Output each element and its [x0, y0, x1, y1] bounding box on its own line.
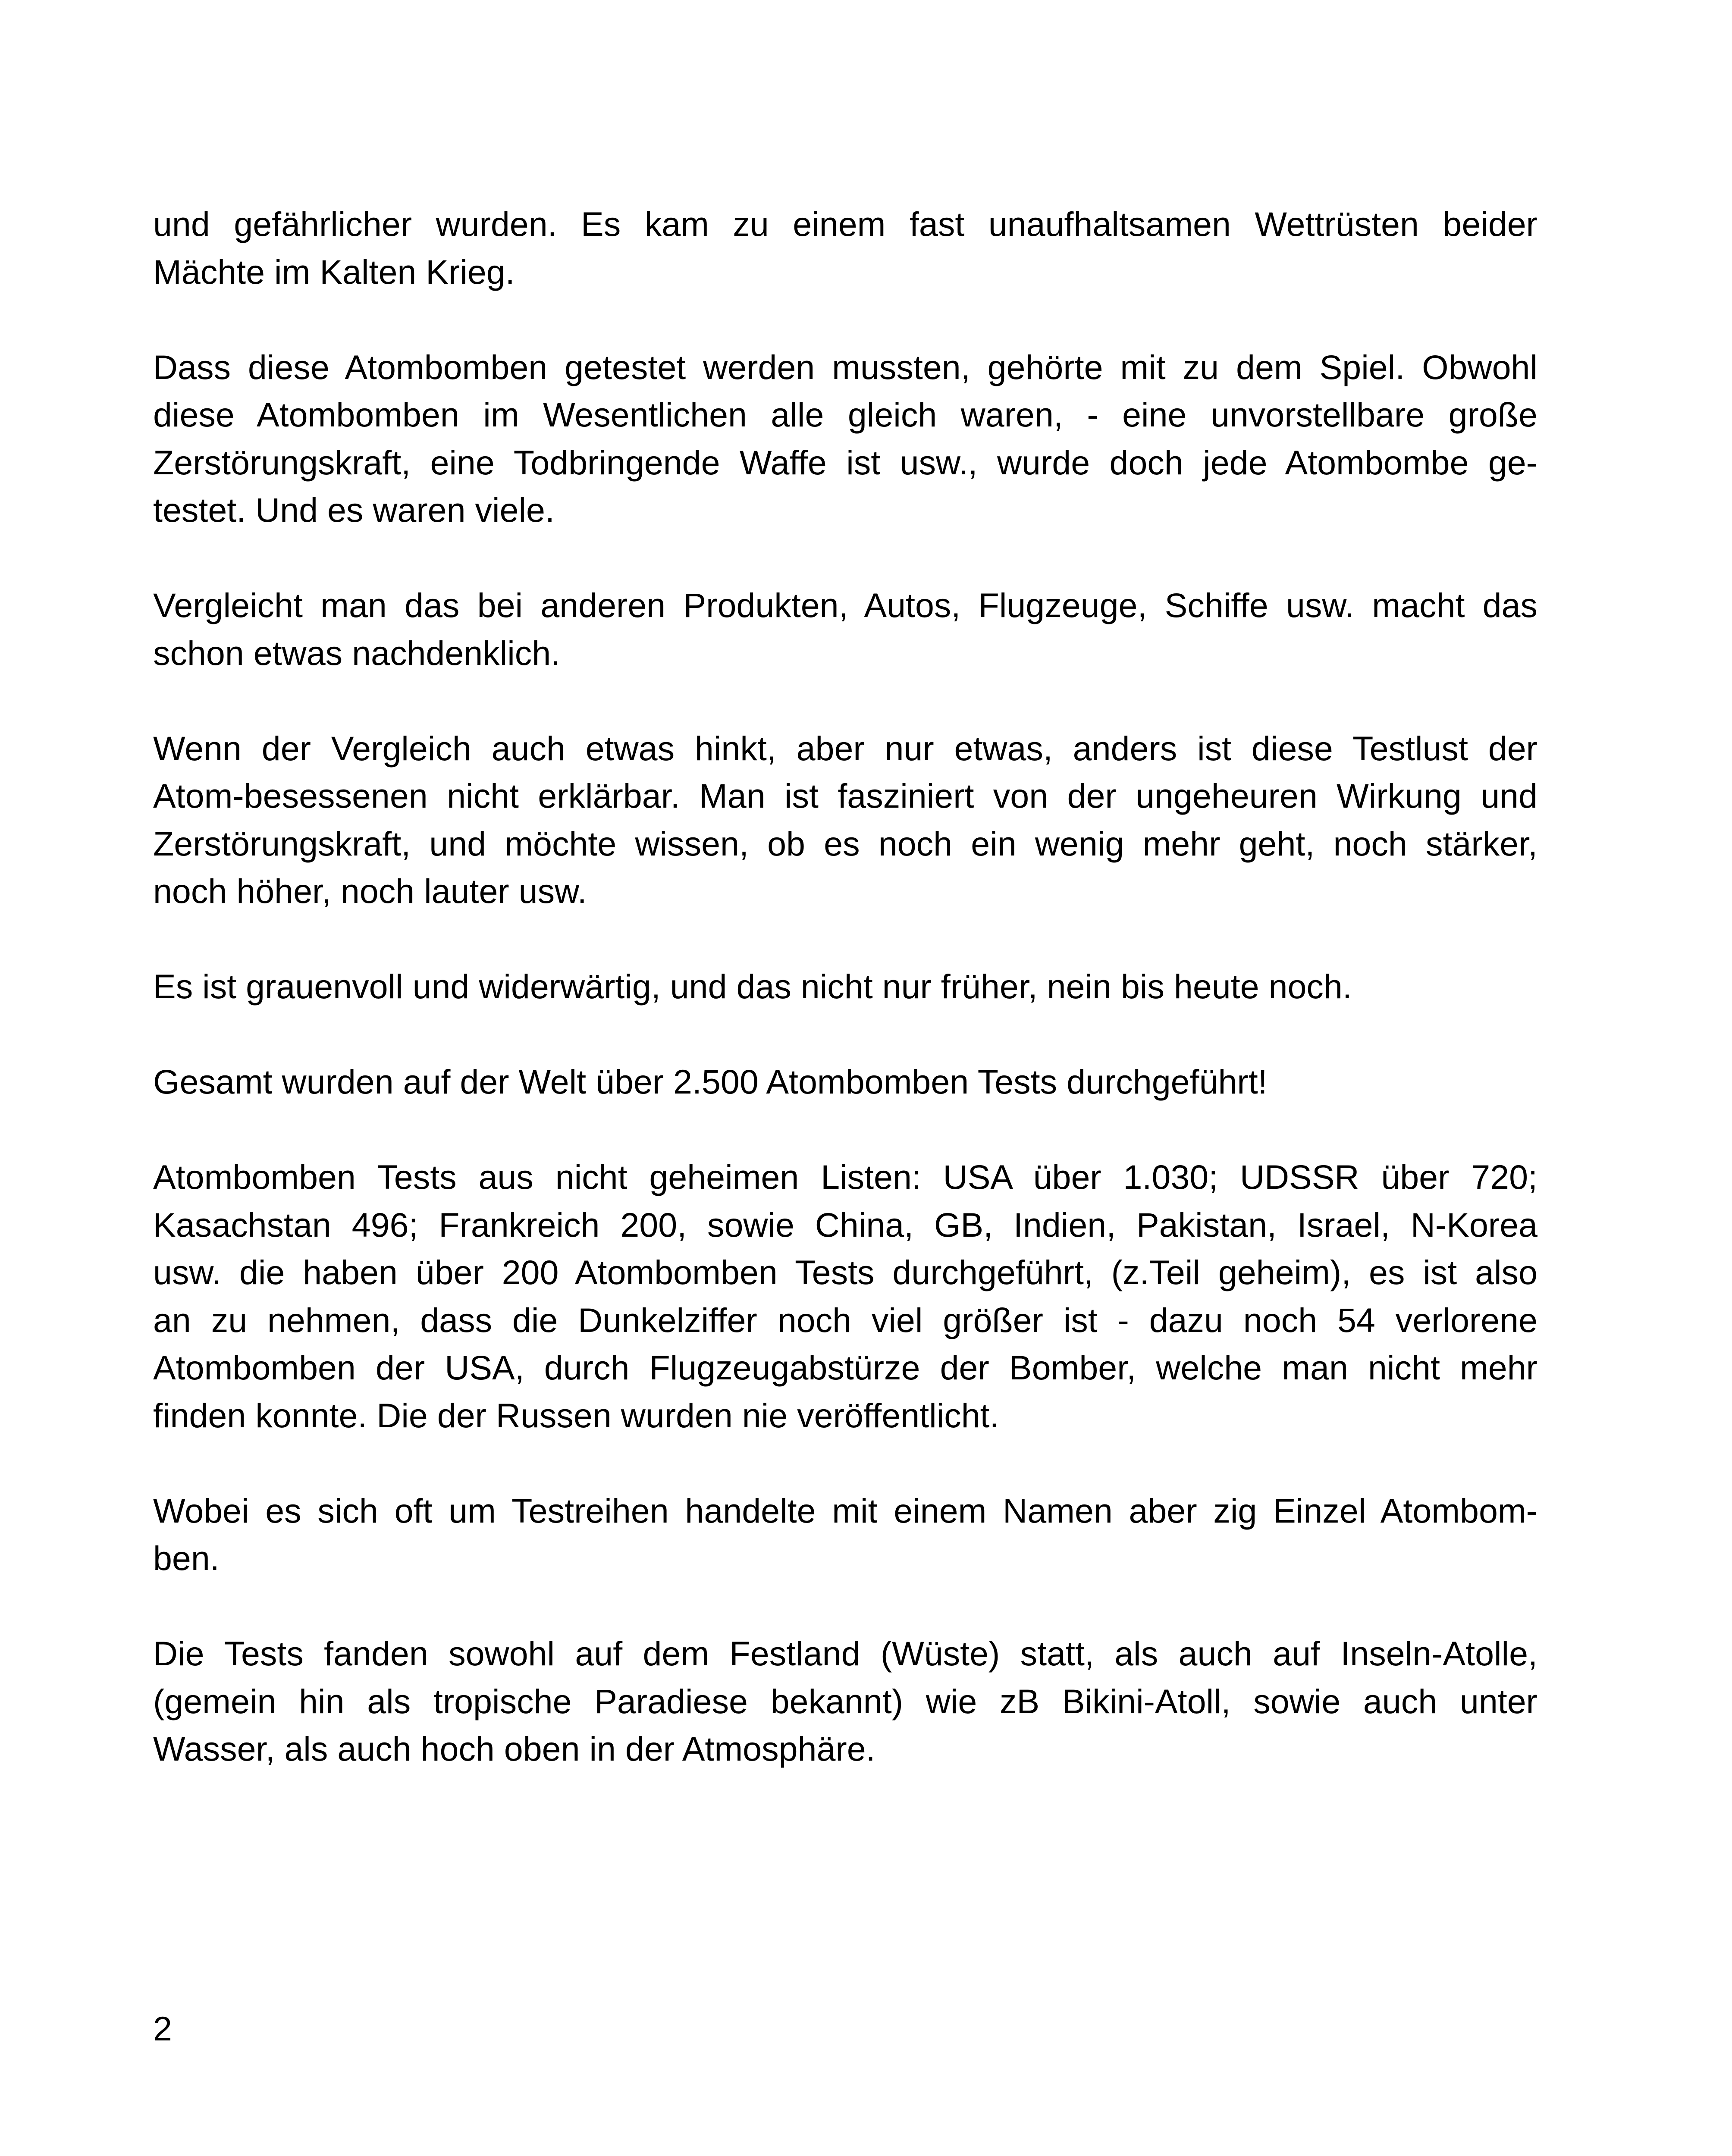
text-line: Die Tests fanden sowohl auf dem Festland (Wüste) statt, als auch auf Inseln-Atolle, — [153, 1634, 1537, 1673]
text-line: Wasser, als auch hoch oben in der Atmosphäre. — [153, 1730, 875, 1768]
text-line: testet. Und es waren viele. — [153, 491, 555, 529]
text-line: Mächte im Kalten Krieg. — [153, 252, 515, 291]
paragraph — [153, 1630, 1537, 1773]
text-line: finden konnte. Die der Russen wurden nie veröffentlicht. — [153, 1396, 999, 1435]
text-line: Zerstörungskraft, und möchte wissen, ob es noch ein wenig mehr geht, noch stärker, — [153, 824, 1537, 863]
text-line: Vergleicht man das bei anderen Produkten, Autos, Flugzeuge, Schiffe usw. macht das — [153, 586, 1537, 624]
paragraph — [153, 1153, 1537, 1439]
paragraph — [153, 344, 1537, 534]
text-line: Atom-besessenen nicht erklärbar. Man ist fasziniert von der ungeheuren Wirkung und — [153, 777, 1537, 815]
paragraph — [153, 1487, 1537, 1583]
text-line: schon etwas nachdenklich. — [153, 633, 561, 672]
text-line: Es ist grauenvoll und widerwärtig, und das nicht nur früher, nein bis heute noch. — [153, 967, 1352, 1006]
text-line: Kasachstan 496; Frankreich 200, sowie China, GB, Indien, Pakistan, Israel, N-Korea — [153, 1205, 1537, 1244]
text-line: Wobei es sich oft um Testreihen handelte mit einem Namen aber zig Einzel Atombom- — [153, 1491, 1537, 1530]
paragraph — [153, 1058, 1537, 1106]
paragraph — [153, 582, 1537, 677]
text-line: diese Atombomben im Wesentlichen alle gleich waren, - eine unvorstellbare große — [153, 395, 1537, 434]
body-text — [153, 201, 1537, 1821]
page-number: 2 — [153, 2009, 172, 2048]
text-line: ben. — [153, 1539, 220, 1577]
text-line: an zu nehmen, dass die Dunkelziffer noch viel größer ist - dazu noch 54 verlorene — [153, 1300, 1537, 1339]
text-line: Wenn der Vergleich auch etwas hinkt, aber nur etwas, anders ist diese Testlust der — [153, 729, 1537, 768]
text-line: und gefährlicher wurden. Es kam zu einem fast unaufhaltsamen Wettrüsten beider — [153, 205, 1537, 243]
text-line: usw. die haben über 200 Atombomben Tests durchgeführt, (z.Teil geheim), es ist also — [153, 1253, 1537, 1291]
text-line: Gesamt wurden auf der Welt über 2.500 Atombomben Tests durchgeführt! — [153, 1062, 1268, 1101]
paragraph — [153, 725, 1537, 915]
text-line: (gemein hin als tropische Paradiese bekannt) wie zB Bikini-Atoll, sowie auch unter — [153, 1682, 1537, 1720]
paragraph — [153, 201, 1537, 296]
text-line: Dass diese Atombomben getestet werden mussten, gehörte mit zu dem Spiel. Obwohl — [153, 348, 1537, 386]
text-line: noch höher, noch lauter usw. — [153, 872, 587, 910]
text-line: Zerstörungskraft, eine Todbringende Waffe ist usw., wurde doch jede Atombombe ge- — [153, 443, 1537, 482]
text-line: Atombomben der USA, durch Flugzeugabstürze der Bomber, welche man nicht mehr — [153, 1348, 1537, 1387]
paragraph — [153, 963, 1537, 1011]
text-line: Atombomben Tests aus nicht geheimen Listen: USA über 1.030; UDSSR über 720; — [153, 1158, 1537, 1196]
